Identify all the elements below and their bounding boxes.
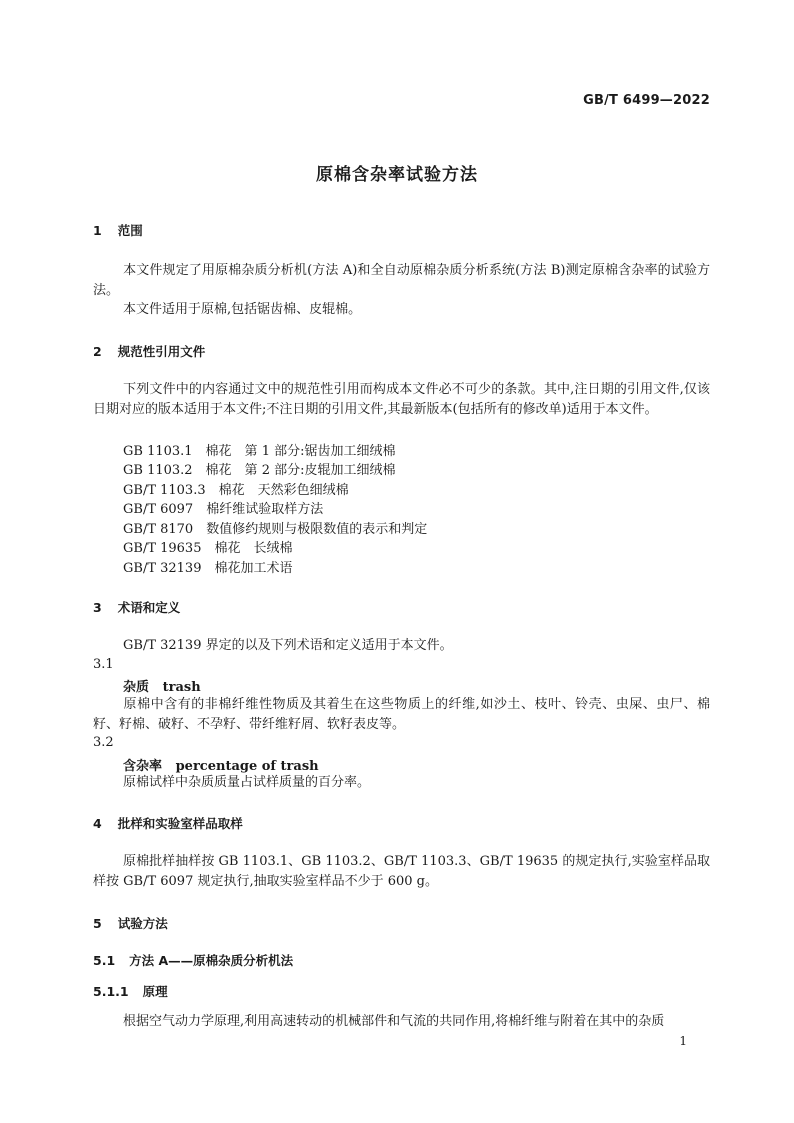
- section-number: 1: [93, 223, 102, 238]
- section-title: 批样和实验室样品取样: [117, 816, 243, 831]
- section-title: 原理: [142, 984, 168, 999]
- section-title: 术语和定义: [117, 600, 181, 615]
- section-heading-3: [93, 598, 180, 616]
- paragraph: 本文件规定了用原棉杂质分析机(方法 A)和全自动原棉杂质分析系统(方法 B)测定原棉含杂率的试验方法。: [93, 263, 710, 298]
- section-title: 试验方法: [117, 916, 168, 931]
- standard-number: GB/T 6499—2022: [583, 93, 710, 108]
- section-title: 方法 A——原棉杂质分析机法: [129, 953, 294, 968]
- reference-item: GB/T 1103.3 棉花 天然彩色细绒棉: [123, 483, 349, 498]
- section-heading-2: [93, 342, 205, 360]
- paragraph: GB/T 32139 界定的以及下列术语和定义适用于本文件。: [123, 638, 453, 653]
- term-number: 3.1: [93, 657, 114, 672]
- section-title: 规范性引用文件: [117, 344, 206, 359]
- section-number: 4: [93, 816, 102, 831]
- reference-item: GB 1103.2 棉花 第 2 部分:皮辊加工细绒棉: [123, 463, 396, 478]
- section-title: 范围: [117, 223, 143, 238]
- term-number: 3.2: [93, 735, 114, 750]
- section-number: 2: [93, 344, 102, 359]
- section-number: 5.1: [93, 953, 116, 968]
- subsection-heading-5-1-1: [93, 982, 168, 1000]
- term-zh: 杂质: [123, 680, 150, 695]
- section-number: 3: [93, 600, 102, 615]
- term-definition: 原棉试样中杂质质量占试样质量的百分率。: [123, 775, 371, 790]
- reference-item: GB 1103.1 棉花 第 1 部分:锯齿加工细绒棉: [123, 444, 396, 459]
- term-heading: [123, 755, 319, 774]
- term-definition: 原棉中含有的非棉纤维性物质及其着生在这些物质上的纤维,如沙土、枝叶、铃壳、虫屎、虫尸、棉籽、籽棉、破籽、不孕籽、带纤维籽屑、软籽表皮等。: [93, 697, 710, 732]
- section-number: 5: [93, 916, 102, 931]
- term-en: percentage of trash: [175, 759, 319, 774]
- reference-item: GB/T 19635 棉花 长绒棉: [123, 541, 293, 556]
- term-en: trash: [162, 680, 201, 695]
- reference-item: GB/T 6097 棉纤维试验取样方法: [123, 502, 324, 517]
- document-title: 原棉含杂率试验方法: [316, 165, 478, 185]
- paragraph: 本文件适用于原棉,包括锯齿棉、皮辊棉。: [123, 302, 362, 317]
- reference-item: GB/T 8170 数值修约规则与极限数值的表示和判定: [123, 522, 428, 537]
- subsection-heading-5-1: [93, 951, 293, 969]
- section-heading-5: [93, 914, 168, 932]
- reference-item: GB/T 32139 棉花加工术语: [123, 561, 293, 576]
- paragraph: 原棉批样抽样按 GB 1103.1、GB 1103.2、GB/T 1103.3、GB/T 19635 的规定执行,实验室样品取样按 GB/T 6097 规定执行,抽取实验室样品不少于 600 g。: [93, 854, 710, 889]
- paragraph: 根据空气动力学原理,利用高速转动的机械部件和气流的共同作用,将棉纤维与附着在其中的杂质: [123, 1014, 665, 1029]
- section-heading-1: [93, 221, 143, 239]
- section-heading-4: [93, 814, 243, 832]
- term-heading: [123, 676, 201, 695]
- paragraph: 下列文件中的内容通过文中的规范性引用而构成本文件必不可少的条款。其中,注日期的引用文件,仅该日期对应的版本适用于本文件;不注日期的引用文件,其最新版本(包括所有的修改单)适用于本文件。: [93, 382, 710, 417]
- term-zh: 含杂率: [123, 759, 163, 774]
- section-number: 5.1.1: [93, 984, 129, 999]
- page-number: 1: [679, 1034, 687, 1048]
